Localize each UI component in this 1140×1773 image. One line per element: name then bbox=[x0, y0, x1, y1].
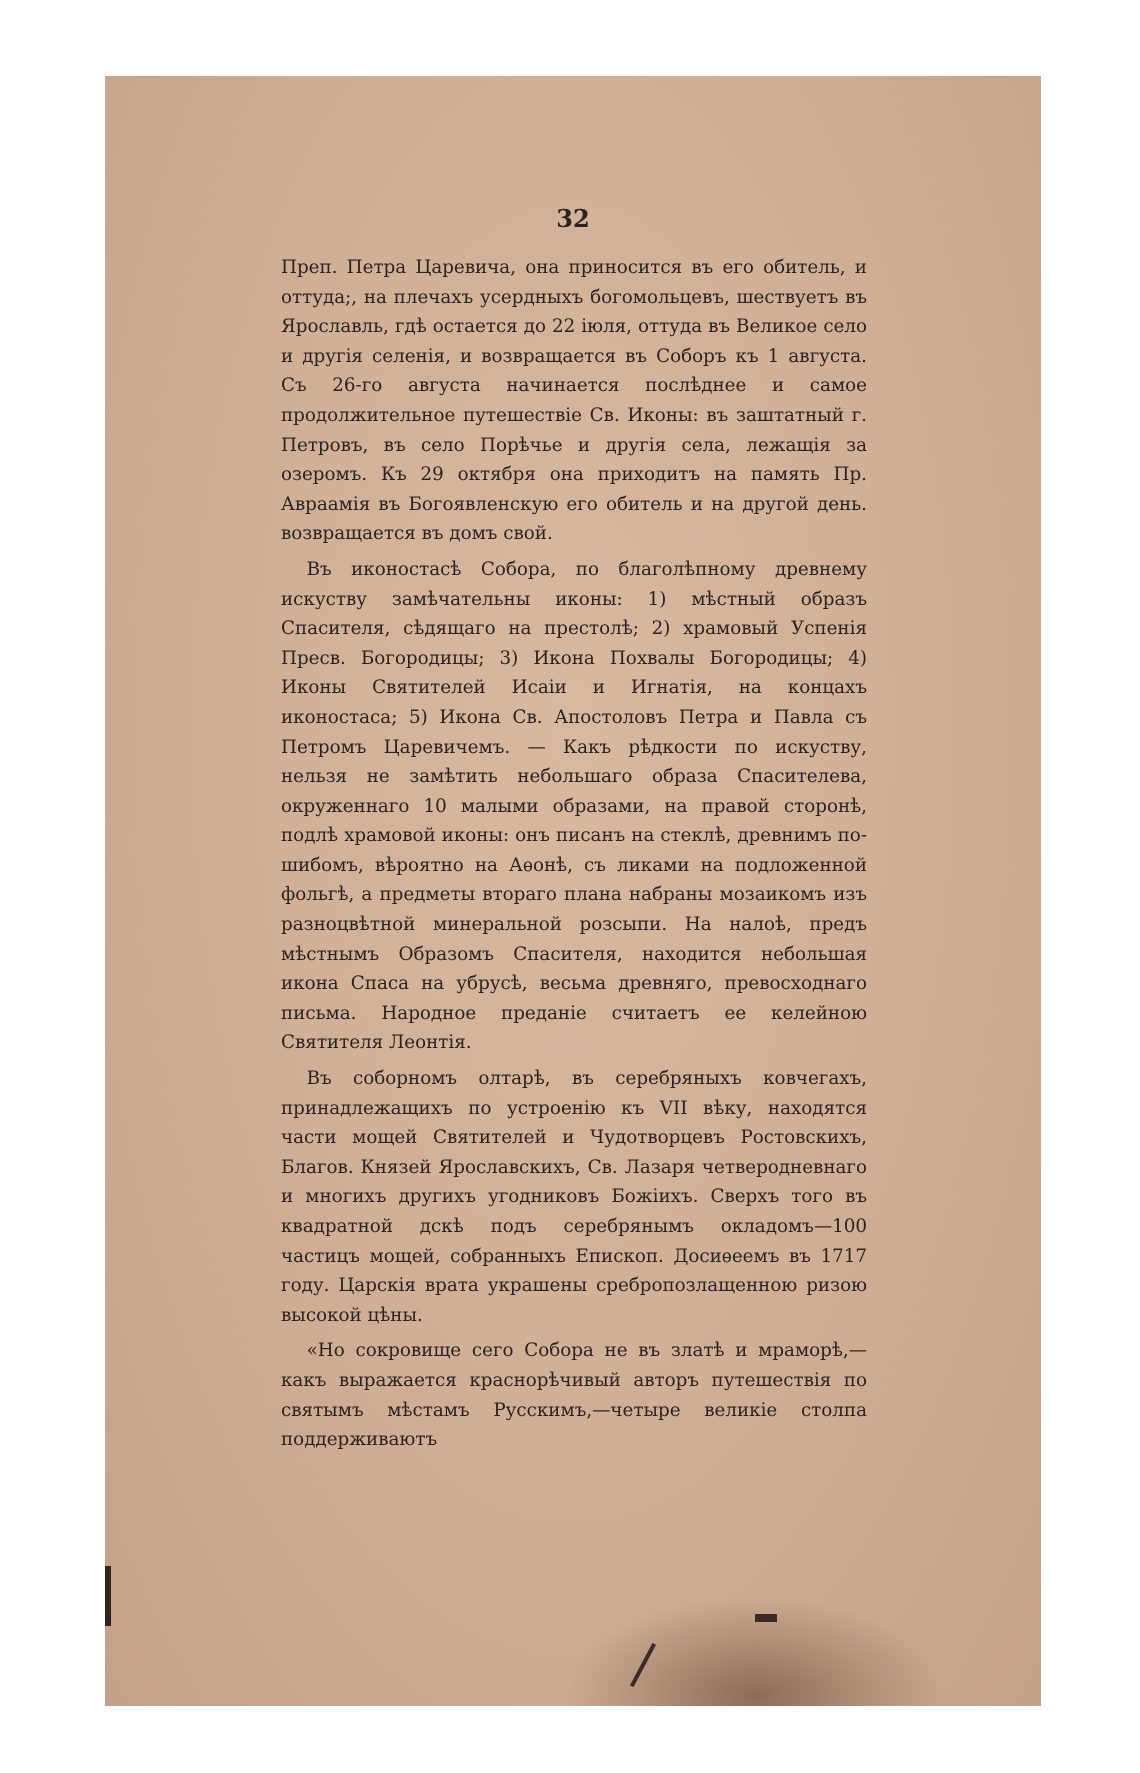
paragraph-3: Въ соборномъ олтарѣ, въ серебряныхъ ковчегахъ, принадлежащихъ по устроенію къ VII вѣку, находятся части мощей Святителей и Чудотворцевъ Ростовскихъ, Благов. Князей Ярославскихъ, Св. Лазаря четверодневнаго и многихъ другихъ угодниковъ Божіихъ. Сверхъ того въ квадратной дскѣ подъ серебрянымъ окладомъ—100 частицъ мощей, собранныхъ Епископ. Досиѳеемъ въ 1717 году. Царскія врата украшены сребропозлащенною ризою высокой цѣны. bbox=[281, 1068, 867, 1326]
edge-mark bbox=[105, 1566, 111, 1626]
paragraph-4: «Но сокровище сего Собора не въ златѣ и мраморѣ,—какъ выражается краснорѣчивый авторъ путешествія по святымъ мѣстамъ Русскимъ,—четыре великіе столпа поддерживаютъ bbox=[281, 1340, 867, 1451]
paragraph-1: Преп. Петра Царевича, она приносится въ его обитель, и оттуда;, на плечахъ усердныхъ богомольцевъ, шествуетъ въ Ярославль, гдѣ остается до 22 іюля, оттуда въ Великое село и другія селенія, и возвращается въ Соборъ къ 1 августа. Съ 26-го августа начинается послѣднее и самое продолжительное путешествіе Св. Иконы: въ заштатный г. Петровъ, въ село Порѣчье и другія села, лежащія за озеромъ. Къ 29 октября она приходитъ на память Пр. Авраамія въ Богоявленскую его обитель и на другой день. возвращается въ домъ свой. bbox=[281, 257, 867, 545]
paragraph-2: Въ иконостасѣ Собора, по благолѣпному древнему искуству замѣчательны иконы: 1) мѣстный образъ Спасителя, сѣдящаго на престолѣ; 2) храмовый Успенія Пресв. Богородицы; 3) Икона Похвалы Богородицы; 4) Иконы Святителей Исаіи и Игнатія, на концахъ иконостаса; 5) Икона Св. Апостоловъ Петра и Павла съ Петромъ Царевичемъ. — Какъ рѣдкости по искуству, нельзя не замѣтить небольшаго образа Спасителева, окруженнаго 10 малыми образами, на правой сторонѣ, подлѣ храмовой иконы: онъ писанъ на стеклѣ, древнимъ пошибомъ, вѣроятно на Аѳонѣ, съ ликами на подложенной фольгѣ, а предметы втораго плана набраны мозаикомъ изъ разноцвѣтной минеральной розсыпи. На налоѣ, предъ мѣстнымъ Образомъ Спасителя, находится небольшая икона Спаса на убрусѣ, весьма древняго, превосходнаго письма. Народное преданіе считаетъ ее келейною Святителя Леонтія. bbox=[281, 558, 867, 1054]
body-text bbox=[281, 253, 867, 1461]
scanned-page bbox=[105, 76, 1041, 1706]
ink-mark bbox=[755, 1614, 777, 1622]
page-number: 32 bbox=[556, 204, 590, 233]
page-stain bbox=[565, 1596, 945, 1706]
